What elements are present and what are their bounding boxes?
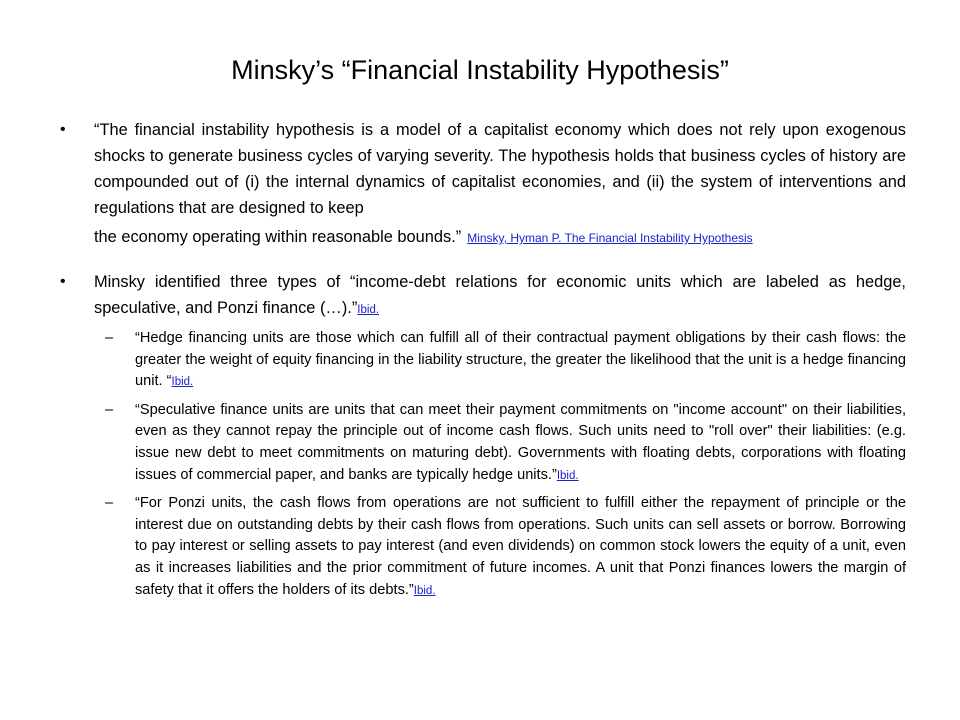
bullet-item-three-types	[60, 269, 906, 323]
sub-bullet-marker: –	[105, 330, 114, 346]
bullet-marker: •	[60, 121, 66, 138]
sub-item-text: “Speculative finance units are units that can meet their payment commitments on "income account" on their liabilities, even as they cannot repay the principle out of income cash flows. Such units need to "roll over" their liabilities: (e.g. issue new debt to meet commitments on maturing debt). Governments with floating debts, corporations with floating issues of commercial paper, and banks are typically hedge units.”	[135, 401, 906, 483]
slide-title: Minsky’s “Financial Instability Hypothesis”	[231, 55, 729, 85]
sub-bullet-marker: –	[105, 495, 114, 512]
citation-link-ibid[interactable]: Ibid.	[556, 469, 579, 482]
citation-link-ibid[interactable]: Ibid.	[357, 304, 380, 316]
bullet-text: “The financial instability hypothesis is a model of a capitalist economy which does not rely upon exogenous shocks to generate business cycles of varying severity. The hypothesis holds that business cycles of history are compounded out of (i) the internal dynamics of capitalist economies, and (ii) the system of interventions and regulations that are designed to keep	[94, 121, 906, 217]
sub-item-speculative	[60, 400, 906, 487]
sub-item-text: “For Ponzi units, the cash flows from operations are not sufficient to fulfill either the repayment of principle or the interest due on outstanding debts by their cash flows from operations. Such units can sell assets or borrow. Borrowing to pay interest or selling assets to pay interest (and even dividends) on common stock lowers the equity of a unit, even as it increases liabilities and the prior commitment of future incomes. A unit that Ponzi finances lowers the margin of safety that it offers the holders of its debts.”	[135, 495, 906, 598]
sub-bullet-marker: –	[105, 401, 114, 418]
citation-link-minsky[interactable]: Minsky, Hyman P. The Financial Instability Hypothesis	[467, 231, 753, 245]
sub-item-text: “Hedge financing units are those which can fulfill all of their contractual payment obligations by their cash flows: the greater the weight of equity financing in the liability structure, the greater the likelihood that the unit is a hedge financing unit. “	[135, 330, 906, 390]
slide-content	[60, 117, 906, 608]
bullet-marker: •	[60, 273, 66, 290]
bullet-last-line	[94, 224, 906, 251]
bullet-text: Minsky identified three types of “income-debt relations for economic units which are labeled as hedge, speculative, and Ponzi finance (…).”	[94, 273, 906, 317]
sub-item-ponzi	[60, 493, 906, 602]
citation-link-ibid[interactable]: Ibid.	[171, 376, 194, 389]
citation-link-ibid[interactable]: Ibid.	[413, 584, 436, 597]
sub-list	[60, 328, 906, 602]
bullet-item-hypothesis-quote	[60, 117, 906, 251]
sub-item-hedge	[60, 328, 906, 394]
bullet-text-end: the economy operating within reasonable bounds.”	[94, 228, 462, 246]
